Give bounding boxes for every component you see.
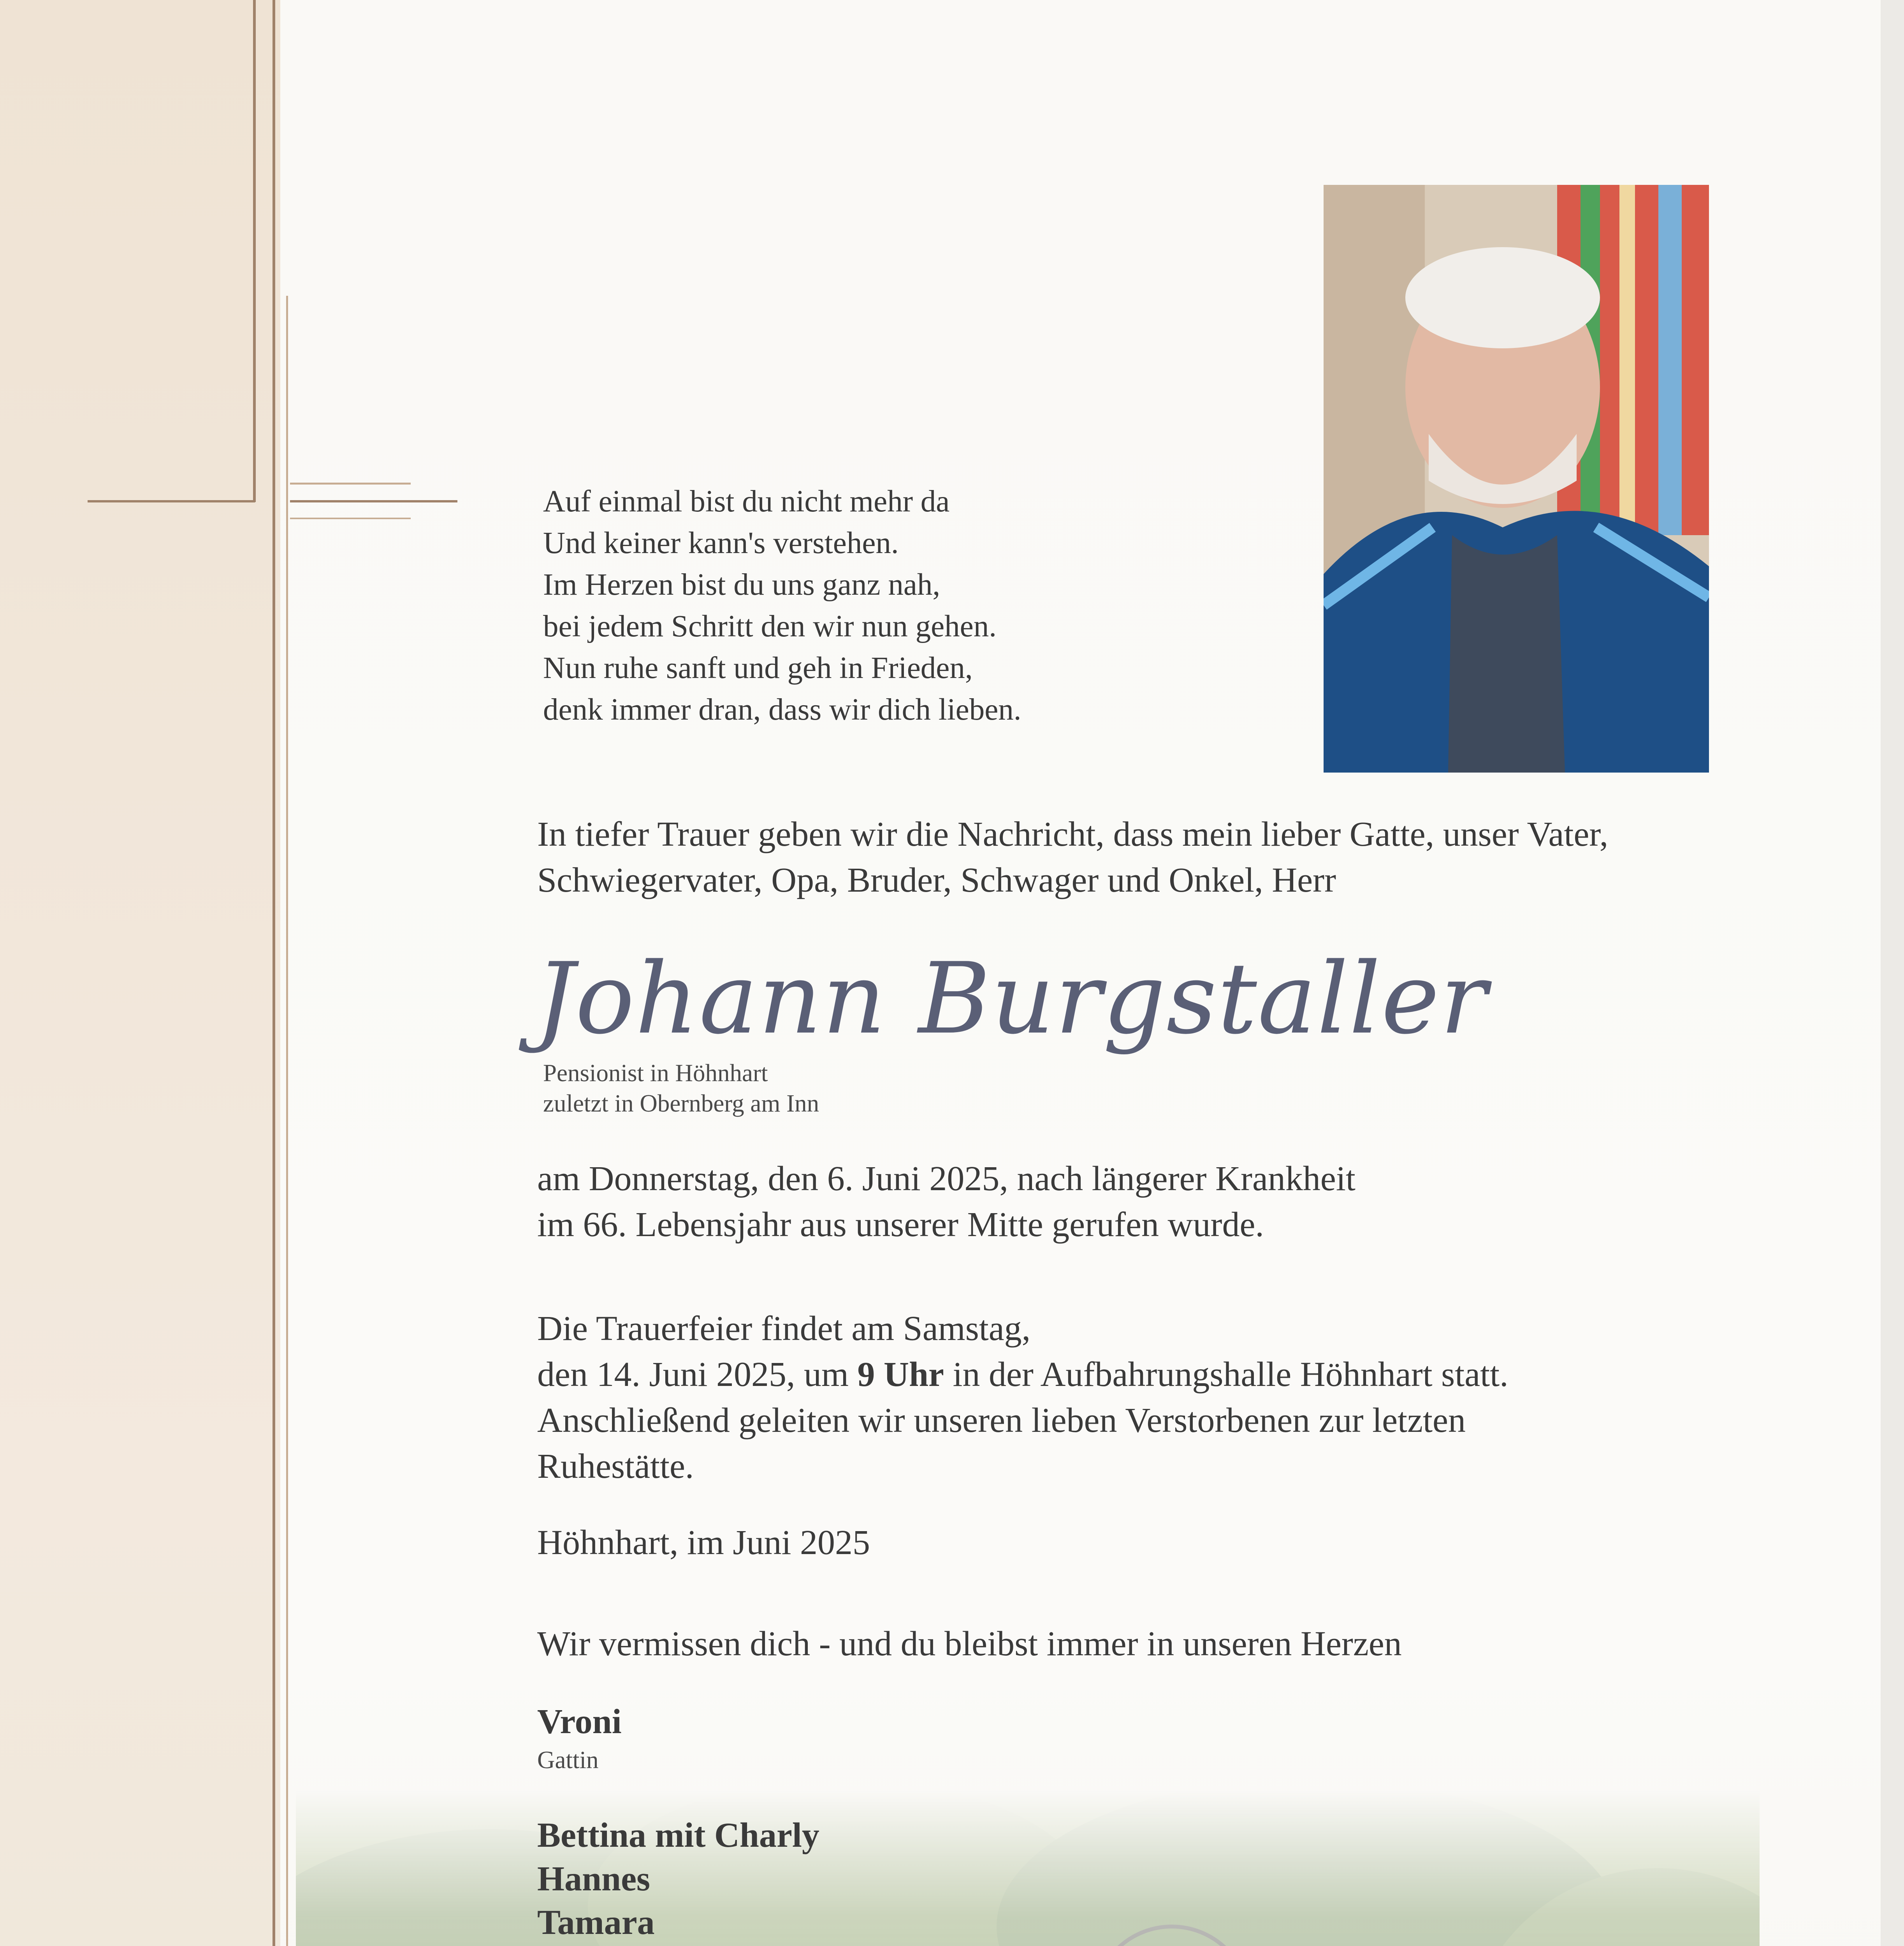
memorial-poem xyxy=(543,481,1021,731)
left-decorative-band xyxy=(0,0,280,1946)
mourner-names: Vroni xyxy=(537,1702,622,1741)
deceased-residence: zuletzt in Obernberg am Inn xyxy=(543,1090,819,1117)
ceremony-line: Ruhestätte. xyxy=(537,1447,694,1486)
sheet-edge xyxy=(1881,0,1904,1946)
poem-line: Und keiner kann's verstehen. xyxy=(543,526,899,560)
poem-line: Im Herzen bist du uns ganz nah, xyxy=(543,568,941,602)
poem-line: Auf einmal bist du nicht mehr da xyxy=(543,485,950,518)
closing-line: Wir vermissen dich - und du bleibst immer in unseren Herzen xyxy=(537,1625,1402,1663)
fishing-scene-image xyxy=(296,1790,1760,1946)
announcement xyxy=(537,811,1608,903)
deceased-name: Johann Burgstaller xyxy=(535,942,1488,1056)
poem-line: denk immer dran, dass wir dich lieben. xyxy=(543,693,1021,727)
mourner-names: Tamara xyxy=(537,1903,655,1942)
ceremony-line: Anschließend geleiten wir unseren lieben Verstorbenen zur letzten xyxy=(537,1401,1466,1440)
mourner-names: Bettina mit Charly xyxy=(537,1816,819,1855)
ceremony-line: Die Trauerfeier findet am Samstag, xyxy=(537,1309,1031,1348)
ceremony-line: den 14. Juni 2025, um 9 Uhr in der Aufbahrungshalle Höhnhart statt. xyxy=(537,1355,1508,1394)
announcement-line: Schwiegervater, Opa, Bruder, Schwager und Onkel, Herr xyxy=(537,861,1336,899)
death-notice-line: im 66. Lebensjahr aus unserer Mitte gerufen wurde. xyxy=(537,1205,1264,1244)
poem-line: bei jedem Schritt den wir nun gehen. xyxy=(543,609,997,643)
deceased-occupation: Pensionist in Höhnhart xyxy=(543,1059,768,1087)
death-notice xyxy=(537,1156,1355,1248)
ceremony-info xyxy=(537,1306,1508,1489)
death-notice-line: am Donnerstag, den 6. Juni 2025, nach längerer Krankheit xyxy=(537,1159,1355,1198)
deceased-portrait xyxy=(1324,185,1709,773)
portrait-image xyxy=(1324,185,1709,773)
mourner-group xyxy=(537,1814,819,1946)
mourner-relation: Gattin xyxy=(537,1746,599,1774)
mourner-group xyxy=(537,1699,622,1775)
place-date: Höhnhart, im Juni 2025 xyxy=(537,1523,870,1562)
announcement-line: In tiefer Trauer geben wir die Nachricht, dass mein lieber Gatte, unser Vater, xyxy=(537,815,1609,854)
ceremony-time: 9 Uhr xyxy=(857,1355,944,1394)
deceased-details xyxy=(543,1058,819,1119)
mourner-relation xyxy=(537,1944,819,1946)
poem-line: Nun ruhe sanft und geh in Frieden, xyxy=(543,651,973,685)
mourner-names: Hannes xyxy=(537,1860,650,1898)
